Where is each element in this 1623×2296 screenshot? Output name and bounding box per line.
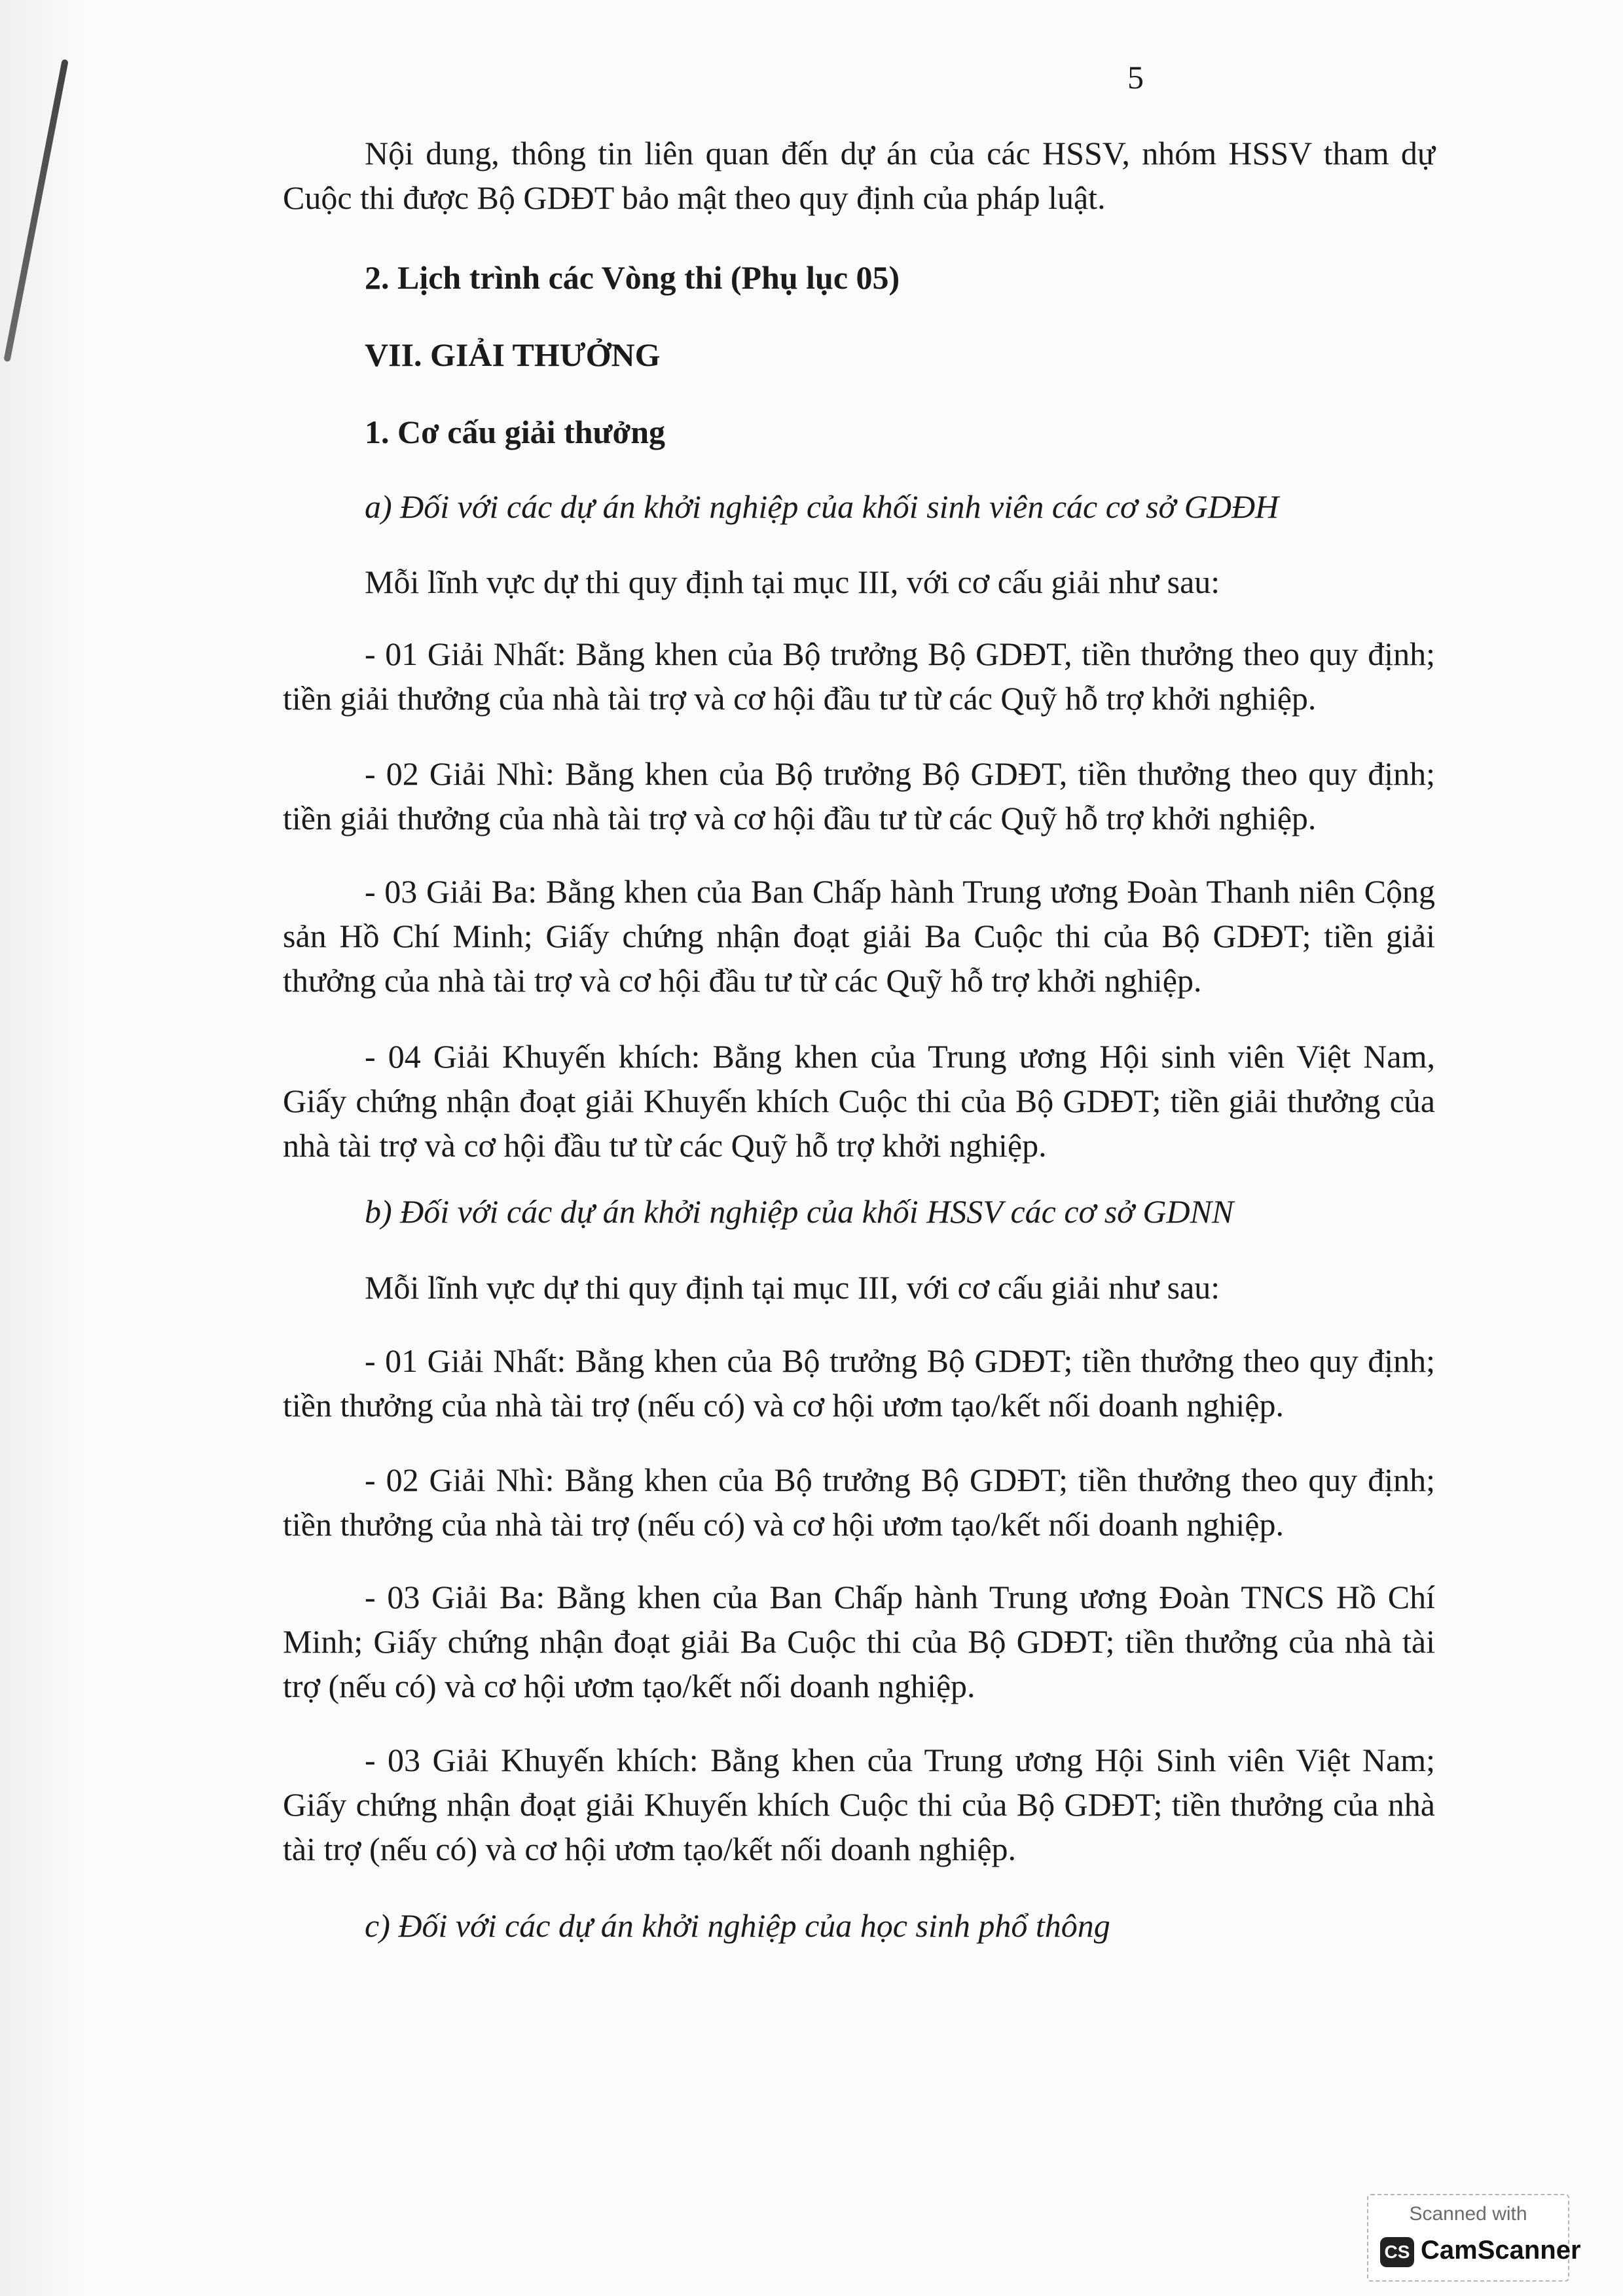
heading-prize-structure: 1. Cơ cấu giải thưởng	[365, 414, 666, 450]
watermark-brand: CamScanner	[1421, 2236, 1581, 2265]
prize-a-first: - 01 Giải Nhất: Bằng khen của Bộ trưởng Bộ GDĐT, tiền thưởng theo quy định; tiền giải thưởng của nhà tài trợ và cơ hội đầu tư từ các Quỹ hỗ trợ khởi nghiệp.	[283, 636, 1435, 717]
heading-section-vii: VII. GIẢI THƯỞNG	[365, 336, 661, 373]
prize-b-first: - 01 Giải Nhất: Bằng khen của Bộ trưởng Bộ GDĐT; tiền thưởng theo quy định; tiền thưởng của nhà tài trợ (nếu có) và cơ hội ươm tạo/kết nối doanh nghiệp.	[283, 1342, 1435, 1424]
page-number: 5	[1127, 59, 1144, 96]
heading-schedule: 2. Lịch trình các Vòng thi (Phụ lục 05)	[365, 259, 900, 296]
prize-a-second: - 02 Giải Nhì: Bằng khen của Bộ trưởng Bộ GDĐT, tiền thưởng theo quy định; tiền giải thưởng của nhà tài trợ và cơ hội đầu tư từ các Quỹ hỗ trợ khởi nghiệp.	[283, 755, 1435, 836]
subheading-university: a) Đối với các dự án khởi nghiệp của khối sinh viên các cơ sở GDĐH	[365, 488, 1279, 525]
paragraph-confidentiality: Nội dung, thông tin liên quan đến dự án của các HSSV, nhóm HSSV tham dự Cuộc thi được Bộ GDĐT bảo mật theo quy định của pháp luật.	[283, 135, 1435, 216]
watermark-caption: Scanned with	[1409, 2203, 1527, 2225]
prize-b-second: - 02 Giải Nhì: Bằng khen của Bộ trưởng Bộ GDĐT; tiền thưởng theo quy định; tiền thưởng của nhà tài trợ (nếu có) và cơ hội ươm tạo/kết nối doanh nghiệp.	[283, 1462, 1435, 1543]
camscanner-logo-icon: CS	[1380, 2237, 1414, 2267]
subheading-high-school: c) Đối với các dự án khởi nghiệp của học sinh phổ thông	[365, 1907, 1110, 1944]
paragraph-field-intro-b: Mỗi lĩnh vực dự thi quy định tại mục III, với cơ cấu giải như sau:	[365, 1269, 1220, 1306]
paragraph-field-intro-a: Mỗi lĩnh vực dự thi quy định tại mục III, với cơ cấu giải như sau:	[365, 564, 1220, 600]
prize-a-third: - 03 Giải Ba: Bằng khen của Ban Chấp hành Trung ương Đoàn Thanh niên Cộng sản Hồ Chí Minh; Giấy chứng nhận đoạt giải Ba Cuộc thi của Bộ GDĐT; tiền giải thưởng của nhà tài trợ và cơ hội đầu tư từ các Quỹ hỗ trợ khởi nghiệp.	[283, 873, 1435, 999]
prize-b-third: - 03 Giải Ba: Bằng khen của Ban Chấp hành Trung ương Đoàn TNCS Hồ Chí Minh; Giấy chứng nhận đoạt giải Ba Cuộc thi của Bộ GDĐT; tiền thưởng của nhà tài trợ (nếu có) và cơ hội ươm tạo/kết nối doanh nghiệp.	[283, 1579, 1435, 1704]
subheading-vocational: b) Đối với các dự án khởi nghiệp của khối HSSV các cơ sở GDNN	[365, 1193, 1234, 1230]
camscanner-watermark	[1367, 2194, 1581, 2282]
prize-b-encouragement: - 03 Giải Khuyến khích: Bằng khen của Trung ương Hội Sinh viên Việt Nam; Giấy chứng nhận đoạt giải Khuyến khích Cuộc thi của Bộ GDĐT; tiền thưởng của nhà tài trợ (nếu có) và cơ hội ươm tạo/kết nối doanh nghiệp.	[283, 1742, 1435, 1867]
prize-a-encouragement: - 04 Giải Khuyến khích: Bằng khen của Trung ương Hội sinh viên Việt Nam, Giấy chứng nhận đoạt giải Khuyến khích Cuộc thi của Bộ GDĐT; tiền giải thưởng của nhà tài trợ và cơ hội đầu tư từ các Quỹ hỗ trợ khởi nghiệp.	[283, 1038, 1435, 1164]
